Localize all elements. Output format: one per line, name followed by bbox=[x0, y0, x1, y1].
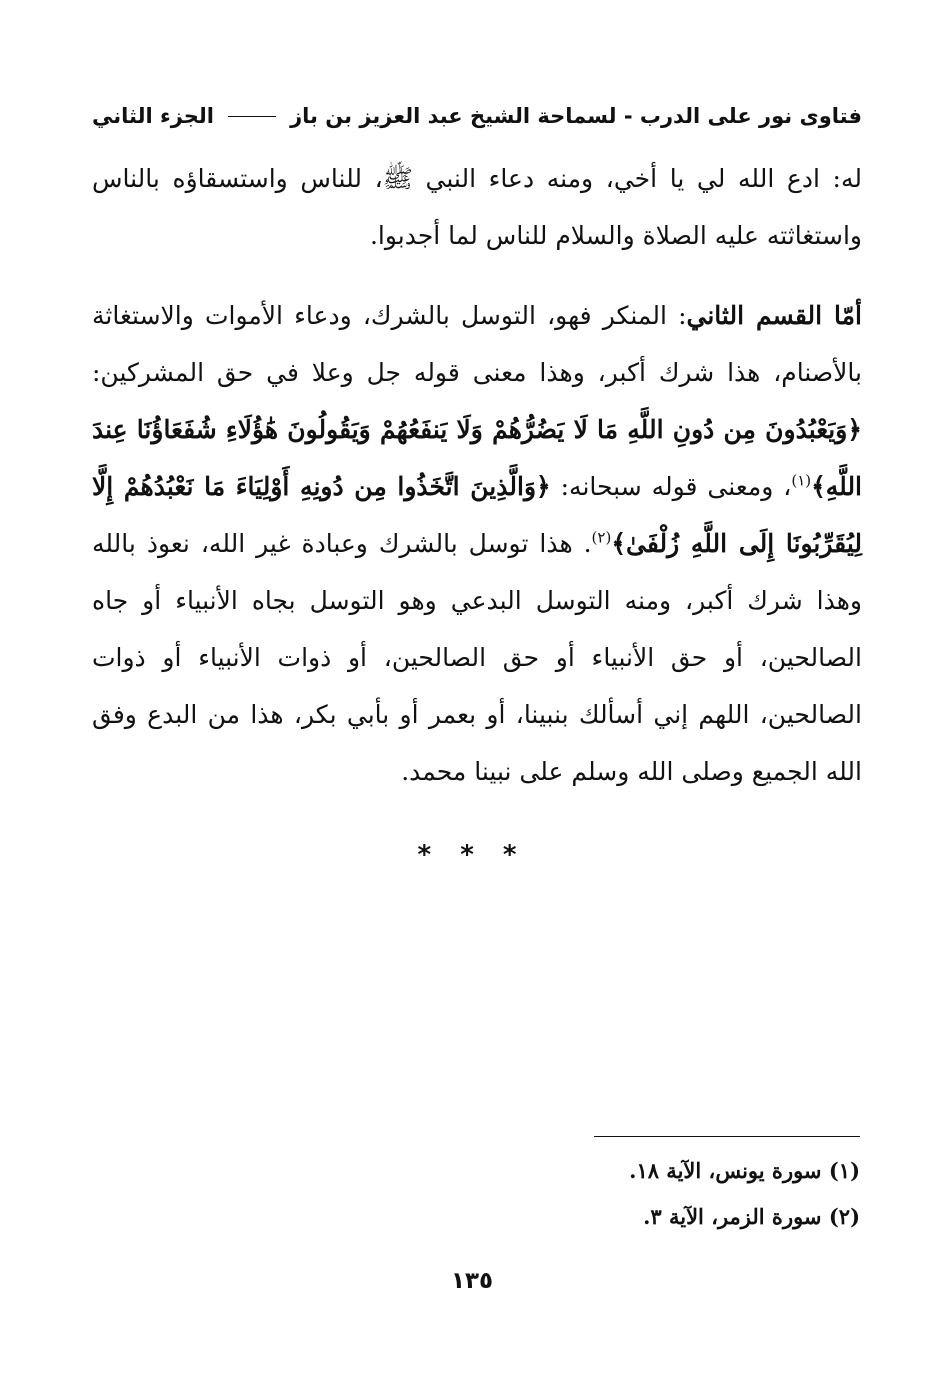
paragraph-2-part-b: ، ومعنى قوله سبحانه: bbox=[550, 472, 792, 501]
footnotes bbox=[460, 1148, 860, 1240]
running-header bbox=[92, 98, 862, 134]
body-text bbox=[92, 150, 862, 800]
footnote-ref-2: (٢) bbox=[591, 528, 612, 547]
paragraph-2-part-c: . هذا توسل بالشرك وعبادة غير الله، نعوذ بالله وهذا شرك أكبر، ومنه التوسل البدعي وهو التوسل بجاه الأنبياء أو جاه الصالحين، أو حق الأنبياء أو حق الصالحين، أو ذوات الأنبياء أو ذوات الصالحين، اللهم إني أسألك بنبينا، أو بعمر أو بأبي بكر، هذا من البدع وفق الله الجميع وصلى الله وسلم على نبينا محمد. bbox=[92, 529, 862, 786]
footnote-1: (١) سورة يونس، الآية ١٨. bbox=[629, 1158, 860, 1183]
header-rule bbox=[228, 116, 276, 117]
book-title: فتاوى نور على الدرب - لسماحة الشيخ عبد العزيز بن باز bbox=[290, 104, 862, 128]
paragraph-2-part-a: : المنكر فهو، التوسل بالشرك، ودعاء الأموات والاستغاثة بالأصنام، هذا شرك أكبر، وهذا معنى قوله جل وعلا في حق المشركين: bbox=[92, 301, 862, 387]
footnote-ref-1: (١) bbox=[791, 471, 812, 490]
quran-verse-1: ﴿وَيَعْبُدُونَ مِن دُونِ اللَّهِ مَا لَا يَضُرُّهُمْ وَلَا يَنفَعُهُمْ وَيَقُولُونَ هَٰؤُلَاءِ شُفَعَاؤُنَا عِندَ اللَّهِ﴾ bbox=[92, 415, 863, 501]
page-number: ١٣٥ bbox=[450, 1268, 494, 1294]
footnote-2: (٢) سورة الزمر، الآية ٣. bbox=[643, 1204, 860, 1229]
section-separator: * * * bbox=[417, 840, 527, 870]
quran-verse-2: ﴿وَالَّذِينَ اتَّخَذُوا مِن دُونِهِ أَوْلِيَاءَ مَا نَعْبُدُهُمْ إِلَّا لِيُقَرِّبُونَا إِلَى اللَّهِ زُلْفَىٰ﴾ bbox=[92, 472, 862, 558]
footnote-rule bbox=[594, 1136, 860, 1137]
part-label: الجزء الثاني bbox=[92, 104, 215, 128]
paragraph-2 bbox=[92, 287, 862, 800]
section-lead: أمّا القسم الثاني bbox=[686, 301, 863, 330]
paragraph-1: له: ادع الله لي يا أخي، ومنه دعاء النبي ﷺ، للناس واستسقاؤه بالناس واستغاثته عليه الصلاة والسلام للناس لما أجدبوا. bbox=[92, 164, 862, 250]
